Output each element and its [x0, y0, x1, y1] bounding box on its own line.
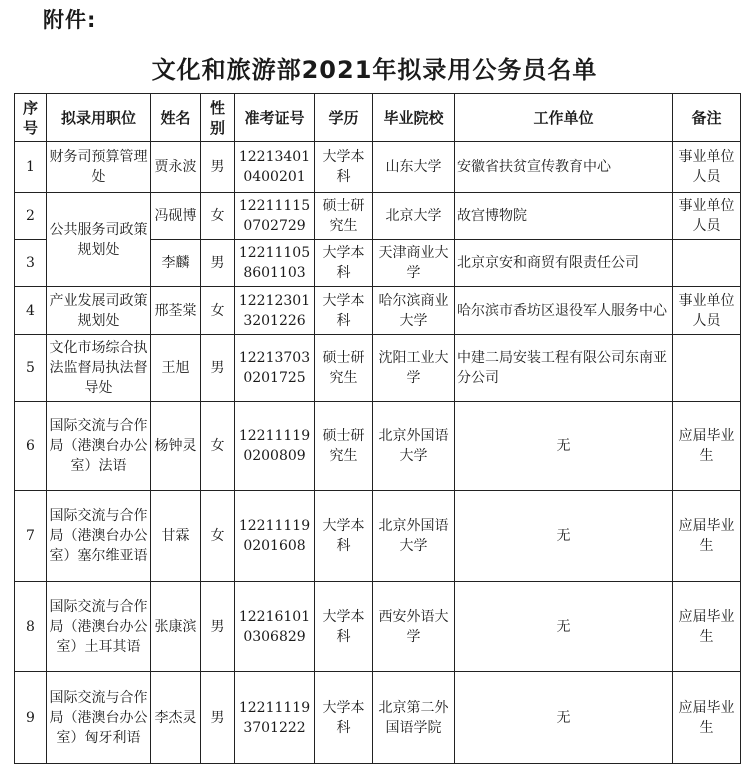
cell-no: 1 [15, 142, 47, 193]
cell-note: 应届毕业生 [673, 402, 741, 491]
cell-workplace: 无 [455, 491, 673, 582]
cell-note [673, 335, 741, 402]
cell-school: 北京大学 [373, 193, 455, 240]
col-header-education: 学历 [315, 94, 373, 142]
cell-exam-id: 122137030201725 [235, 335, 315, 402]
cell-position: 国际交流与合作局（港澳台办公室）土耳其语 [47, 582, 151, 672]
cell-name: 李杰灵 [151, 672, 201, 764]
cell-school: 北京外国语大学 [373, 402, 455, 491]
cell-exam-id: 122111058601103 [235, 240, 315, 287]
cell-education: 大学本科 [315, 491, 373, 582]
cell-name: 李麟 [151, 240, 201, 287]
table-row [15, 287, 741, 335]
cell-school: 天津商业大学 [373, 240, 455, 287]
cell-education: 大学本科 [315, 142, 373, 193]
table-row [15, 142, 741, 193]
table-row [15, 335, 741, 402]
table-row [15, 491, 741, 582]
cell-note: 应届毕业生 [673, 672, 741, 764]
cell-workplace: 哈尔滨市香坊区退役军人服务中心 [455, 287, 673, 335]
cell-education: 大学本科 [315, 287, 373, 335]
cell-position: 国际交流与合作局（港澳台办公室）法语 [47, 402, 151, 491]
cell-school: 哈尔滨商业大学 [373, 287, 455, 335]
col-header-workplace: 工作单位 [455, 94, 673, 142]
cell-workplace: 无 [455, 672, 673, 764]
cell-position: 公共服务司政策规划处 [47, 193, 151, 287]
cell-education: 硕士研究生 [315, 193, 373, 240]
cell-note: 事业单位人员 [673, 287, 741, 335]
col-header-name: 姓名 [151, 94, 201, 142]
cell-education: 硕士研究生 [315, 402, 373, 491]
col-header-no: 序号 [15, 94, 47, 142]
cell-exam-id: 122111193701222 [235, 672, 315, 764]
cell-education: 大学本科 [315, 672, 373, 764]
cell-exam-id: 122111190200809 [235, 402, 315, 491]
cell-position: 产业发展司政策规划处 [47, 287, 151, 335]
cell-school: 北京外国语大学 [373, 491, 455, 582]
col-header-exam-id: 准考证号 [235, 94, 315, 142]
col-header-school: 毕业院校 [373, 94, 455, 142]
cell-workplace: 北京京安和商贸有限责任公司 [455, 240, 673, 287]
cell-workplace: 无 [455, 402, 673, 491]
col-header-note: 备注 [673, 94, 741, 142]
cell-no: 4 [15, 287, 47, 335]
cell-name: 邢荃棠 [151, 287, 201, 335]
cell-gender: 女 [201, 402, 235, 491]
cell-no: 3 [15, 240, 47, 287]
cell-gender: 男 [201, 240, 235, 287]
cell-gender: 男 [201, 142, 235, 193]
cell-gender: 女 [201, 287, 235, 335]
cell-position: 文化市场综合执法监督局执法督导处 [47, 335, 151, 402]
cell-no: 8 [15, 582, 47, 672]
cell-no: 7 [15, 491, 47, 582]
cell-name: 甘霖 [151, 491, 201, 582]
cell-gender: 女 [201, 193, 235, 240]
cell-no: 2 [15, 193, 47, 240]
cell-no: 6 [15, 402, 47, 491]
cell-school: 沈阳工业大学 [373, 335, 455, 402]
attachment-label: 附件: [43, 8, 97, 32]
cell-education: 硕士研究生 [315, 335, 373, 402]
cell-name: 冯砚博 [151, 193, 201, 240]
cell-workplace: 故宫博物院 [455, 193, 673, 240]
cell-position: 国际交流与合作局（港澳台办公室）匈牙利语 [47, 672, 151, 764]
cell-name: 杨钟灵 [151, 402, 201, 491]
table-row [15, 672, 741, 764]
cell-workplace: 中建二局安装工程有限公司东南亚分公司 [455, 335, 673, 402]
cell-gender: 男 [201, 335, 235, 402]
cell-name: 王旭 [151, 335, 201, 402]
cell-exam-id: 122123013201226 [235, 287, 315, 335]
cell-no: 5 [15, 335, 47, 402]
table-row [15, 402, 741, 491]
cell-note: 应届毕业生 [673, 582, 741, 672]
cell-education: 大学本科 [315, 240, 373, 287]
table-row [15, 193, 741, 240]
cell-note: 事业单位人员 [673, 142, 741, 193]
cell-gender: 男 [201, 672, 235, 764]
cell-note: 应届毕业生 [673, 491, 741, 582]
cell-position: 国际交流与合作局（港澳台办公室）塞尔维亚语 [47, 491, 151, 582]
cell-position: 财务司预算管理处 [47, 142, 151, 193]
cell-exam-id: 122134010400201 [235, 142, 315, 193]
table-row [15, 582, 741, 672]
cell-gender: 男 [201, 582, 235, 672]
cell-school: 北京第二外国语学院 [373, 672, 455, 764]
table-header-row [15, 94, 741, 142]
cell-no: 9 [15, 672, 47, 764]
cell-name: 张康滨 [151, 582, 201, 672]
cell-education: 大学本科 [315, 582, 373, 672]
roster-table [14, 93, 741, 764]
cell-school: 西安外语大学 [373, 582, 455, 672]
page-title: 文化和旅游部2021年拟录用公务员名单 [151, 56, 598, 84]
cell-gender: 女 [201, 491, 235, 582]
cell-exam-id: 122111190201608 [235, 491, 315, 582]
cell-school: 山东大学 [373, 142, 455, 193]
cell-workplace: 无 [455, 582, 673, 672]
cell-note: 事业单位人员 [673, 193, 741, 240]
cell-exam-id: 122161010306829 [235, 582, 315, 672]
cell-workplace: 安徽省扶贫宣传教育中心 [455, 142, 673, 193]
col-header-position: 拟录用职位 [47, 94, 151, 142]
cell-exam-id: 122111150702729 [235, 193, 315, 240]
cell-note [673, 240, 741, 287]
cell-name: 贾永波 [151, 142, 201, 193]
col-header-gender: 性别 [201, 94, 235, 142]
